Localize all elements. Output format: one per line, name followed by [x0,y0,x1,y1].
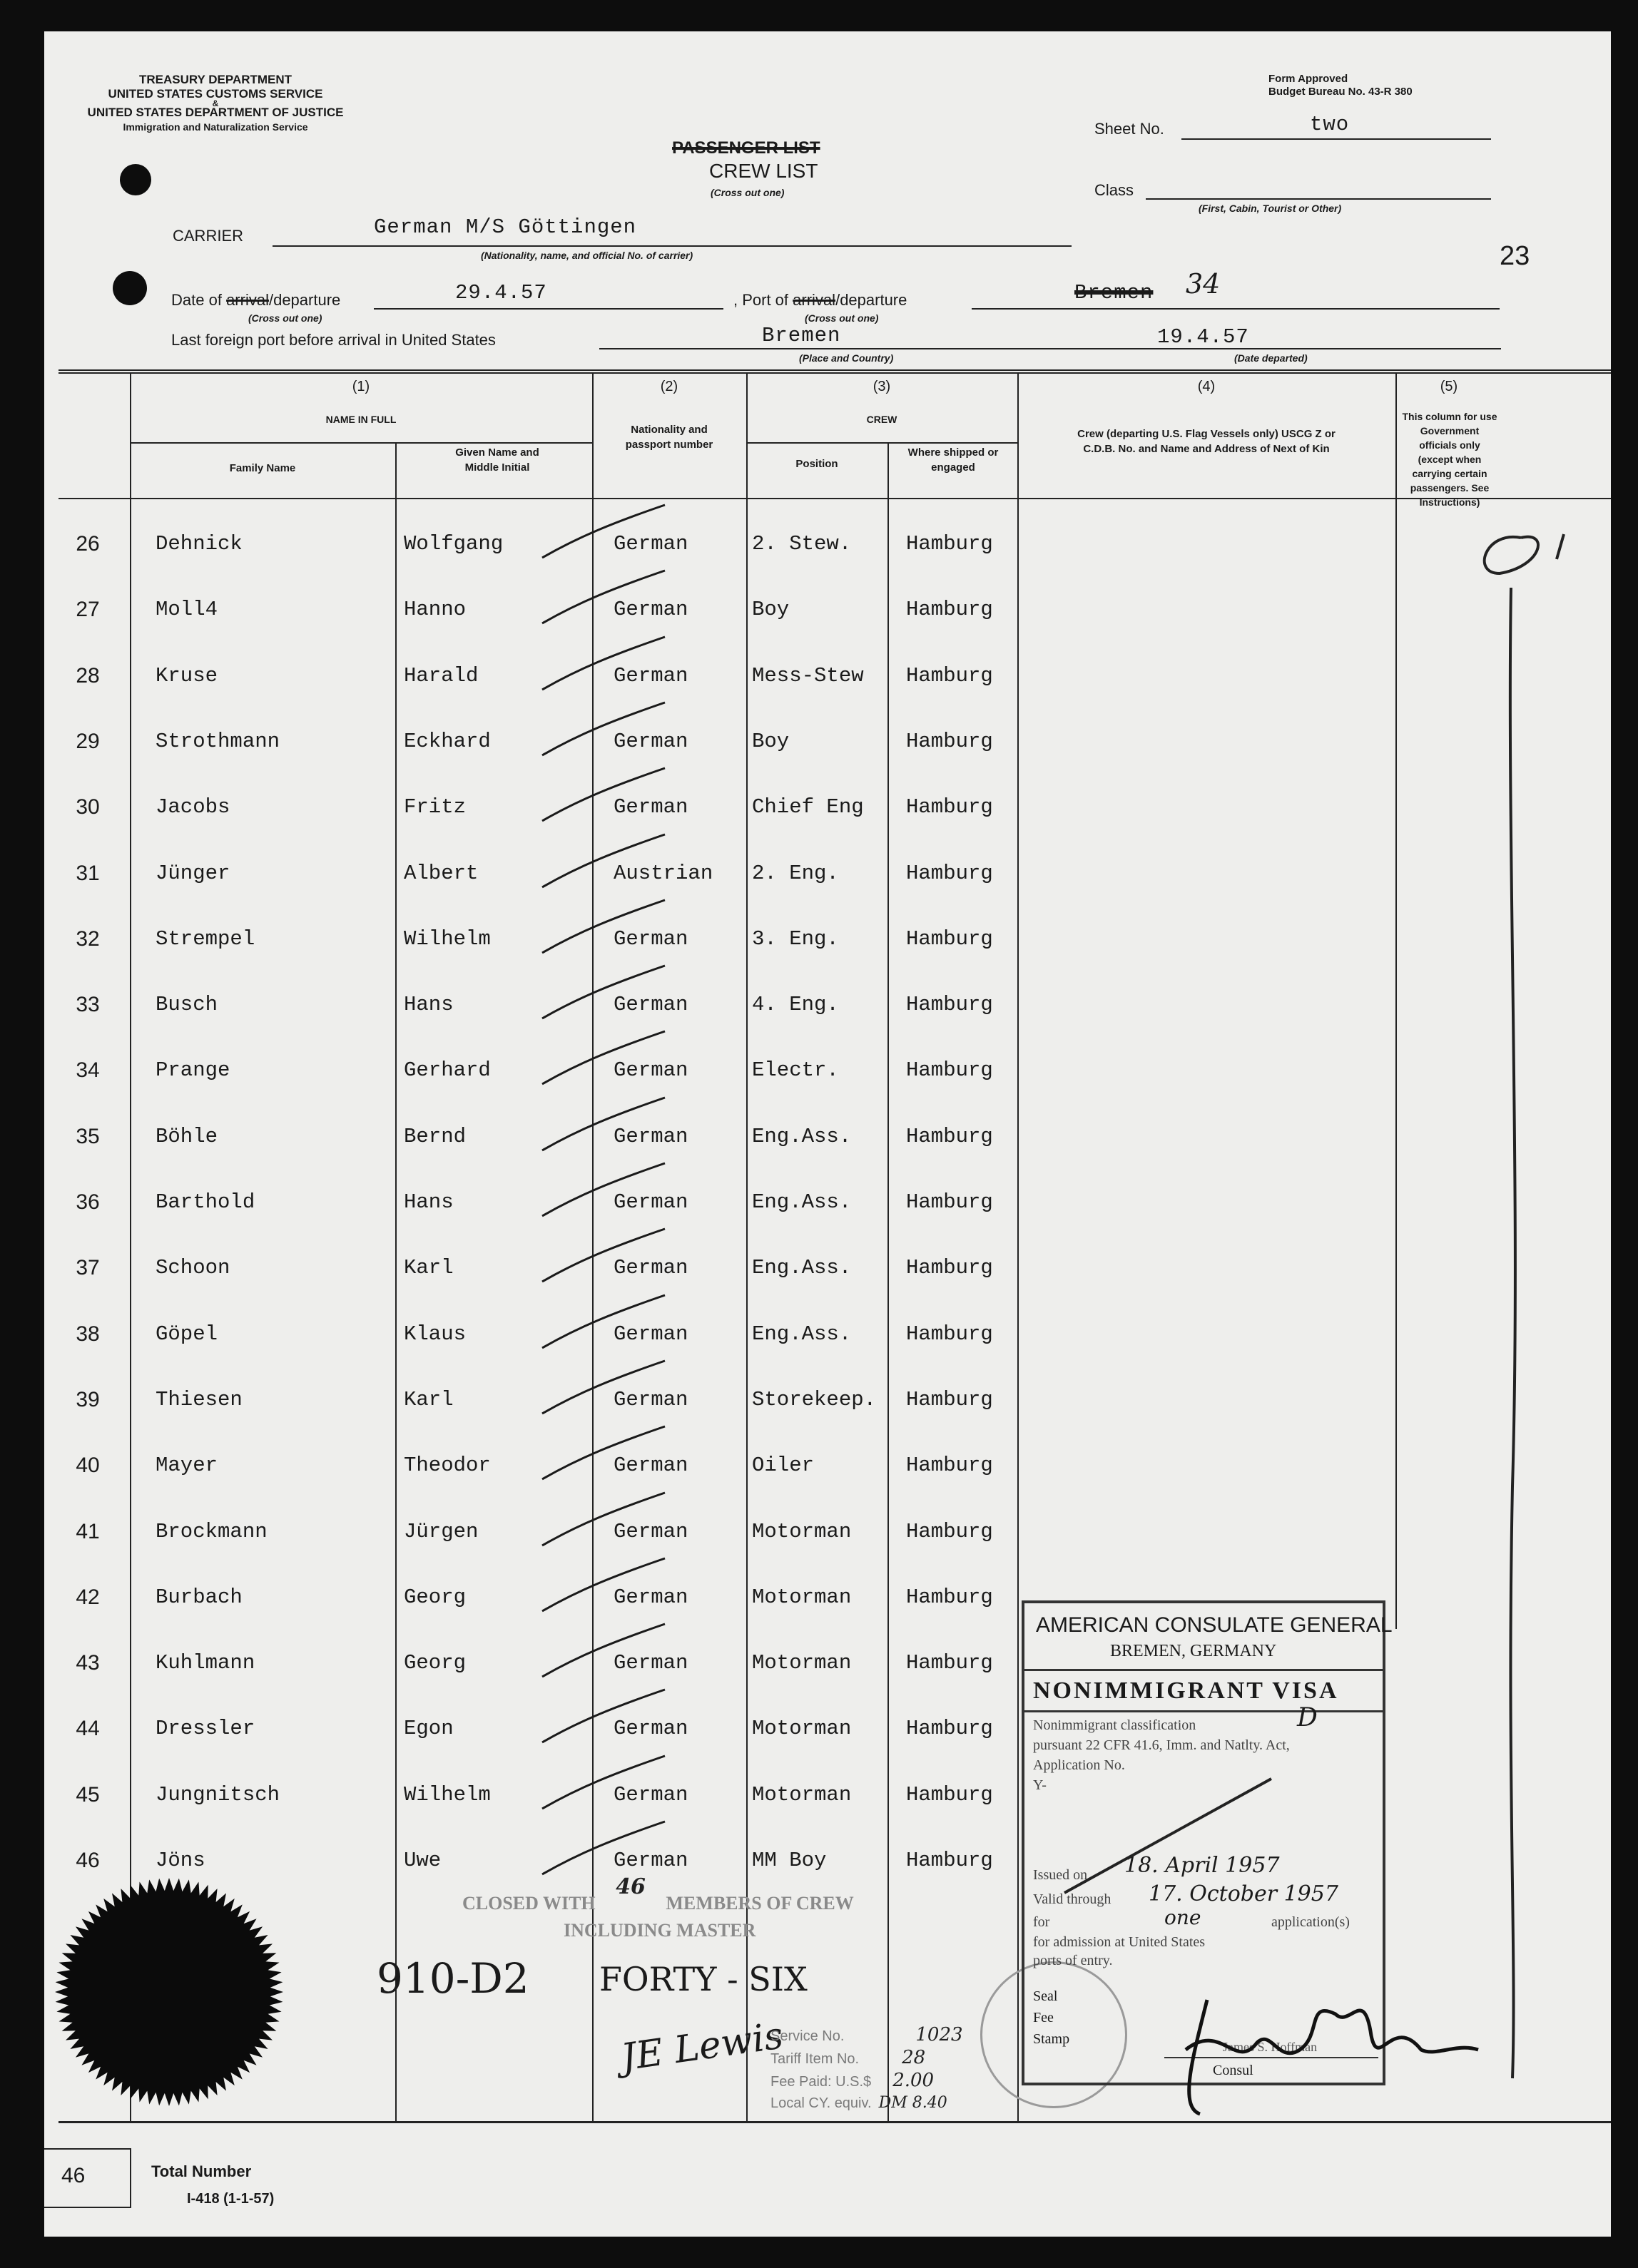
date-departed-value: 19.4.57 [1157,325,1249,349]
family-name: Burbach [156,1585,243,1609]
fee-paid-label: Fee Paid: U.S.$ [770,2074,872,2090]
sheet-underline [1181,138,1491,140]
given-name: Fritz [404,795,467,819]
col-shipped-header: Where shipped or engaged [907,446,999,474]
check-mark [529,1685,672,1749]
check-mark [529,633,672,697]
nationality: German [614,532,688,556]
fee-paid-value: 2.00 [892,2070,935,2091]
visa-valid-value: 17. October 1957 [1149,1881,1338,1906]
nationality: German [614,1125,688,1148]
row-number: 28 [76,664,100,688]
row-number: 39 [76,1388,100,1411]
visa-rule-2 [1024,1710,1383,1712]
family-name: Schoon [156,1256,230,1279]
budget-bureau-text: Budget Bureau No. 43-R 380 [1268,86,1413,98]
visa-for-label: for [1033,1914,1050,1930]
fee-service-label: Service No. [770,2028,845,2044]
row-number: 32 [76,927,100,951]
port-underline [972,308,1500,310]
row-number: 26 [76,532,100,556]
check-mark [529,1554,672,1618]
nationality: German [614,1190,688,1214]
position: Motorman [752,1585,852,1609]
col1-number: (1) [352,379,370,394]
check-mark [529,830,672,894]
fee-local-label: Local CY. equiv. [770,2095,872,2111]
shipped-engaged: Hamburg [906,1256,993,1279]
row-number: 37 [76,1256,100,1279]
check-mark [529,1027,672,1091]
col4-number: (4) [1197,379,1216,394]
shipped-engaged: Hamburg [906,1849,993,1872]
visa-y-label: Y- [1033,1777,1047,1793]
family-name: Kruse [156,664,218,688]
position: Storekeep. [752,1388,877,1411]
given-name: Wolfgang [404,532,504,556]
form-number: I-418 (1-1-57) [187,2191,275,2207]
check-mark [529,698,672,762]
nationality: German [614,1849,688,1872]
fee-local-row [770,2093,963,2114]
check-mark [529,1422,672,1486]
family-name: Mayer [156,1454,218,1477]
sheet-value: two [1310,113,1350,136]
col-line-5 [887,442,889,2121]
shipped-engaged: Hamburg [906,1520,993,1543]
date-departed-underline [1053,348,1501,349]
carrier-underline [273,245,1072,247]
given-name: Uwe [404,1849,442,1872]
agency-line-customs: UNITED STATES CUSTOMS SERVICE [108,87,323,101]
position: 3. Eng. [752,927,839,951]
family-name: Strempel [156,927,255,951]
header-bottom-rule [58,498,1611,499]
position: Chief Eng [752,795,864,819]
row-number: 45 [76,1783,100,1807]
col3-number: (3) [873,379,891,394]
given-name: Bernd [404,1125,467,1148]
given-name: Jürgen [404,1520,479,1543]
position: Motorman [752,1783,852,1807]
nationality: German [614,1651,688,1675]
given-name: Theodor [404,1454,491,1477]
col-line-7 [1395,374,1397,1629]
shipped-engaged: Hamburg [906,1783,993,1807]
port-label [733,291,907,310]
row-number: 46 [76,1849,100,1872]
carrier-value: German M/S Göttingen [374,215,637,239]
family-name: Thiesen [156,1388,243,1411]
agency-block [66,73,365,134]
row-number: 31 [76,862,100,885]
date-suffix: /departure [268,291,341,309]
shipped-engaged: Hamburg [906,598,993,621]
position: 4. Eng. [752,993,839,1016]
family-name: Barthold [156,1190,255,1214]
consul-signature [1136,1971,1492,2128]
nationality: German [614,730,688,753]
fee-service-value: 1023 [915,2024,963,2045]
col5-number: (5) [1440,379,1458,394]
agency-line-treasury: TREASURY DEPARTMENT [138,73,292,86]
position: 2. Stew. [752,532,852,556]
visa-consul-label: Consul [1213,2063,1253,2078]
position: Motorman [752,1520,852,1543]
given-name: Hans [404,993,454,1016]
shipped-engaged: Hamburg [906,1125,993,1148]
check-mark [529,1817,672,1881]
check-mark [529,961,672,1026]
class-underline [1146,198,1491,200]
check-mark [529,566,672,630]
family-name: Jungnitsch [156,1783,280,1807]
crew-list-form [44,31,1611,2237]
check-mark [529,1488,672,1553]
family-name: Prange [156,1058,230,1082]
check-mark [529,1752,672,1816]
fee-service-row [770,2024,963,2047]
position: Electr. [752,1058,839,1082]
visa-rule-1 [1024,1669,1383,1671]
date-prefix: Date of [171,291,222,309]
shipped-engaged: Hamburg [906,1190,993,1214]
row-number: 35 [76,1125,100,1148]
handwritten-total-words: FORTY - SIX [599,1960,808,1998]
nationality: German [614,927,688,951]
row-number: 27 [76,598,100,621]
sheet-label: Sheet No. [1094,120,1164,138]
carrier-label: CARRIER [173,227,244,245]
shipped-engaged: Hamburg [906,927,993,951]
last-port-value: Bremen [762,324,841,347]
visa-applications-label: application(s) [1271,1914,1350,1930]
visa-seal-label: Seal [1033,1988,1058,2004]
embossed-seal [51,1874,287,2110]
subheader-rule-1 [130,442,592,444]
shipped-engaged: Hamburg [906,1322,993,1346]
col-nationality-header: Nationality and passport number [625,424,713,451]
family-name: Jöns [156,1849,205,1872]
position: Boy [752,598,790,621]
position: Eng.Ass. [752,1190,852,1214]
port-cross-hint: (Cross out one) [805,312,879,324]
shipped-engaged: Hamburg [906,795,993,819]
given-name: Hans [404,1190,454,1214]
nationality: German [614,795,688,819]
visa-fee-label: Fee [1033,2010,1054,2026]
shipped-engaged: Hamburg [906,993,993,1016]
shipped-engaged: Hamburg [906,532,993,556]
date-struck-word: arrival [226,291,269,309]
position: Boy [752,730,790,753]
check-mark [529,896,672,960]
position: 2. Eng. [752,862,839,885]
subheader-rule-3 [746,442,1017,444]
form-approved [1268,73,1413,98]
shipped-engaged: Hamburg [906,1717,993,1740]
port-value-struck: Bremen [1074,281,1154,305]
agency-line-amp: & [212,98,219,108]
date-cross-hint: (Cross out one) [248,312,322,324]
row-number: 42 [76,1585,100,1609]
row-number: 30 [76,795,100,819]
visa-pursuant: pursuant 22 CFR 41.6, Imm. and Natlty. Act, [1033,1737,1290,1753]
closing-stamp-number: 46 [616,1874,646,1899]
fee-tariff-row [770,2047,963,2070]
row-number: 29 [76,730,100,753]
class-label: Class [1094,181,1134,199]
shipped-engaged: Hamburg [906,1058,993,1082]
given-name: Klaus [404,1322,467,1346]
check-mark [529,1225,672,1289]
position: Oiler [752,1454,815,1477]
col-position-header: Position [795,458,838,470]
row-number: 33 [76,993,100,1016]
position: MM Boy [752,1849,827,1872]
col-officials-header: This column for use Government officials only (except when carrying certain passengers. See Instructions) [1402,411,1497,508]
closing-stamp-members: MEMBERS OF CREW [666,1893,854,1914]
visa-nonimmigrant: NONIMMIGRANT VISA [1033,1677,1339,1704]
check-mark [529,501,672,565]
visa-city: BREMEN, GERMANY [1110,1642,1277,1660]
fee-stamp [770,2024,963,2114]
punch-hole-bottom [113,271,147,305]
given-name: Gerhard [404,1058,491,1082]
visa-for-value: one [1164,1906,1201,1929]
port-suffix: /departure [835,291,907,309]
family-name: Dehnick [156,532,243,556]
check-mark [529,1159,672,1223]
visa-application-label: Application No. [1033,1757,1125,1773]
date-value: 29.4.57 [455,281,547,305]
position: Motorman [752,1717,852,1740]
footer-total-box [44,2148,131,2208]
last-port-underline [599,348,1070,349]
col-crew-departing-header: Crew (departing U.S. Flag Vessels only) USCG Z or C.D.B. No. and Name and Address of Next of Kin [1077,428,1336,455]
port-prefix: , Port of [733,291,789,309]
col-line-1 [130,374,131,2121]
col-given-header: Given Name and Middle Initial [455,446,539,474]
visa-title: AMERICAN CONSULATE GENERAL [1036,1613,1393,1637]
punch-hole-top [120,164,151,195]
table-top-rule [58,369,1611,374]
fee-paid-row [770,2070,963,2093]
handwritten-code: 910-D2 [377,1954,529,2003]
position: Motorman [752,1651,852,1675]
position: Mess-Stew [752,664,864,688]
visa-classification-label: Nonimmigrant classification [1033,1717,1196,1733]
given-name: Georg [404,1585,467,1609]
nationality: German [614,598,688,621]
fee-local-value: DM 8.40 [878,2094,947,2112]
nationality: German [614,1783,688,1807]
row-number: 40 [76,1454,100,1477]
shipped-engaged: Hamburg [906,730,993,753]
row-number: 38 [76,1322,100,1346]
nationality: German [614,1058,688,1082]
row-number: 34 [76,1058,100,1082]
handwritten-initials: JE Lewis [618,2014,786,2080]
closing-stamp-line1 [462,1874,854,1915]
crew-list-title: CREW LIST [709,160,818,182]
carrier-hint: (Nationality, name, and official No. of carrier) [481,250,693,261]
family-name: Jacobs [156,795,230,819]
family-name: Dressler [156,1717,255,1740]
position: Eng.Ass. [752,1125,852,1148]
nationality: German [614,993,688,1016]
shipped-engaged: Hamburg [906,1454,993,1477]
check-mark [529,1093,672,1158]
nationality: German [614,1322,688,1346]
col-line-2 [395,442,397,2121]
passenger-list-struck: PASSENGER LIST [672,138,820,158]
family-name: Göpel [156,1322,218,1346]
visa-diagonal-stroke [1057,1772,1286,1900]
date-label [171,291,340,310]
given-name: Eckhard [404,730,491,753]
shipped-engaged: Hamburg [906,1585,993,1609]
agency-line-ins: Immigration and Naturalization Service [123,121,308,133]
position: Eng.Ass. [752,1322,852,1346]
given-name: Wilhelm [404,927,491,951]
family-name: Moll4 [156,598,218,621]
visa-issued-value: 18. April 1957 [1124,1853,1280,1878]
check-mark [529,1357,672,1421]
given-name: Karl [404,1388,454,1411]
nationality: German [614,1256,688,1279]
family-name: Strothmann [156,730,280,753]
total-number-label: Total Number [151,2162,252,2180]
given-name: Hanno [404,598,467,621]
row-number: 36 [76,1190,100,1214]
date-departed-hint: (Date departed) [1234,352,1308,364]
family-name: Böhle [156,1125,218,1148]
visa-stamp-label: Stamp [1033,2031,1070,2047]
title-cross-out-hint: (Cross out one) [711,187,785,198]
row-number: 41 [76,1520,100,1543]
family-name: Busch [156,993,218,1016]
family-name: Kuhlmann [156,1651,255,1675]
given-name: Wilhelm [404,1783,491,1807]
total-number-value: 46 [61,2164,86,2187]
given-name: Karl [404,1256,454,1279]
col1-title: NAME IN FULL [325,414,397,425]
place-hint: (Place and Country) [799,352,894,364]
position: Eng.Ass. [752,1256,852,1279]
class-hint: (First, Cabin, Tourist or Other) [1199,203,1342,214]
date-underline [374,308,723,310]
officials-pen-bracket [1443,488,1585,2128]
nationality: German [614,1388,688,1411]
check-mark [529,1291,672,1355]
agency-line-justice: UNITED STATES DEPARTMENT OF JUSTICE [87,106,344,119]
page-number: 23 [1500,241,1530,271]
visa-issued-label: Issued on [1033,1867,1088,1883]
row-number: 44 [76,1717,100,1740]
closing-stamp-text: CLOSED WITH [462,1893,596,1914]
fee-tariff-label: Tariff Item No. [770,2051,860,2067]
check-mark [529,1620,672,1684]
shipped-engaged: Hamburg [906,664,993,688]
nationality: German [614,1717,688,1740]
col-line-4 [746,374,748,2121]
shipped-engaged: Hamburg [906,862,993,885]
given-name: Harald [404,664,479,688]
closing-stamp-line2: INCLUDING MASTER [564,1920,756,1941]
visa-valid-label: Valid through [1033,1891,1112,1907]
nationality: Austrian [614,862,713,885]
given-name: Egon [404,1717,454,1740]
fee-tariff-value: 28 [902,2047,926,2068]
given-name: Albert [404,862,479,885]
form-approved-text: Form Approved [1268,73,1348,85]
row-number: 43 [76,1651,100,1675]
nationality: German [614,1520,688,1543]
port-struck-word: arrival [793,291,836,309]
nationality: German [614,664,688,688]
family-name: Jünger [156,862,230,885]
col-crew-header: CREW [866,414,897,425]
check-mark [529,764,672,828]
visa-consul-name: James S. Hoffman [1223,2040,1318,2054]
col-line-6 [1017,374,1019,2121]
visa-ports: ports of entry. [1033,1953,1113,1968]
nationality: German [614,1585,688,1609]
col2-number: (2) [660,379,678,394]
family-name: Brockmann [156,1520,268,1543]
last-port-label: Last foreign port before arrival in United States [171,331,496,349]
shipped-engaged: Hamburg [906,1651,993,1675]
port-handwritten: 34 [1186,268,1221,300]
given-name: Georg [404,1651,467,1675]
nationality: German [614,1454,688,1477]
visa-classification-value: D [1297,1703,1318,1732]
col-family-header: Family Name [229,462,296,474]
shipped-engaged: Hamburg [906,1388,993,1411]
visa-admission: for admission at United States [1033,1934,1206,1950]
